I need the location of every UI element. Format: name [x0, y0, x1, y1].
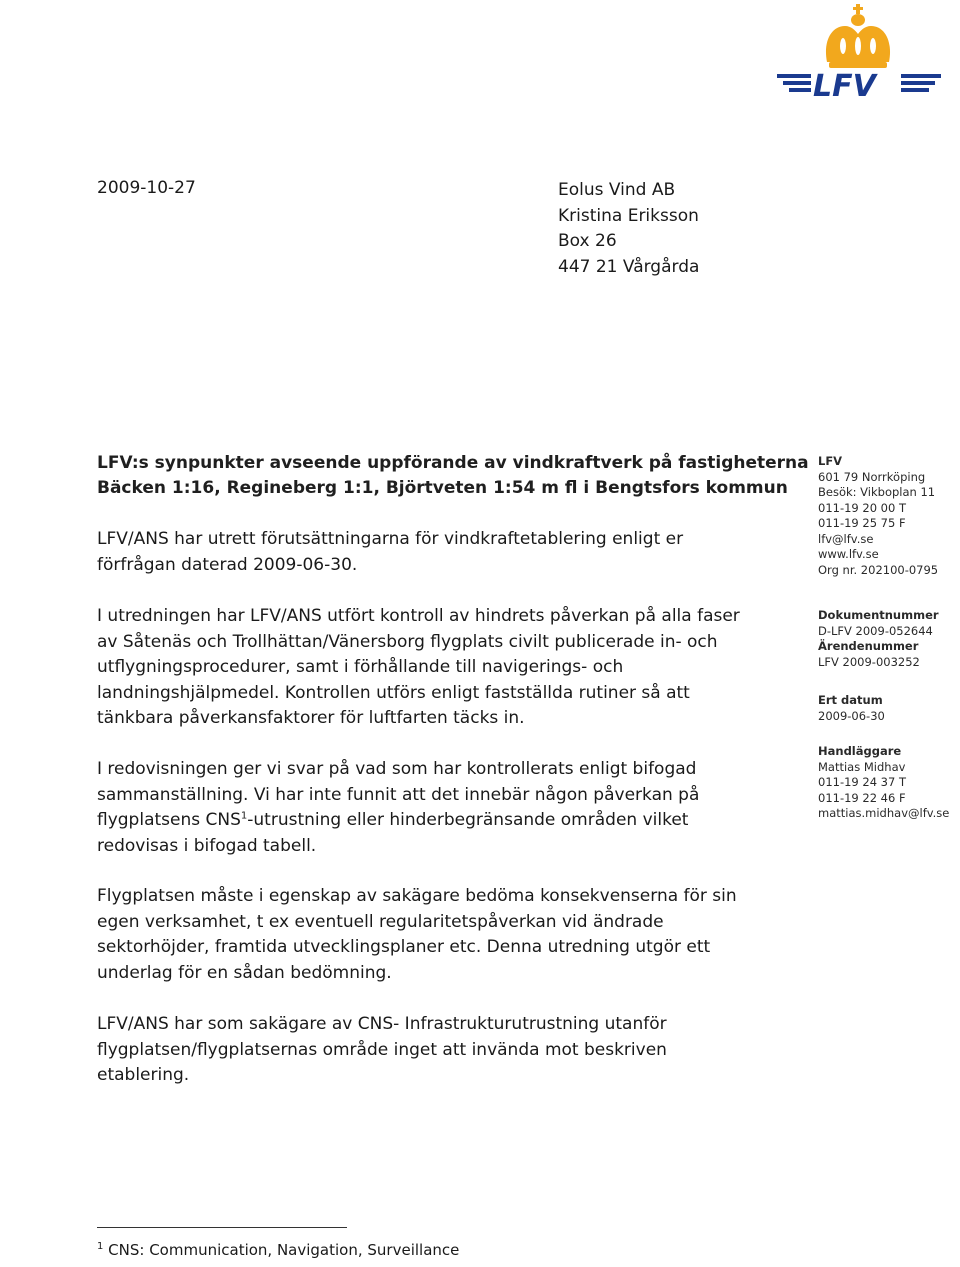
text-line: sektorhöjder, framtida utvecklingsplaner etc. Denna utredning utgör ett	[97, 937, 711, 958]
paragraph-1	[97, 527, 757, 578]
text-line: förfrågan daterad 2009-06-30.	[97, 554, 358, 575]
recipient-address	[558, 178, 699, 280]
text-line: I utredningen har LFV/ANS utfört kontroll av hindrets påverkan på alla faser	[97, 606, 740, 626]
letter-date: 2009-10-27	[97, 178, 196, 198]
subject-line: Bäcken 1:16, Regineberg 1:1, Björtveten 1:54 m fl i Bengtsfors kommun	[97, 478, 788, 498]
text-line: underlag för en sådan bedömning.	[97, 962, 392, 983]
org-email: lfv@lfv.se	[818, 531, 874, 546]
lfv-logo	[775, 4, 945, 104]
letter-subject	[97, 451, 809, 501]
handler-line: 011-19 24 37 T	[818, 775, 906, 789]
paragraph-3	[97, 757, 757, 859]
paragraph-5	[97, 1012, 757, 1089]
case-number-label: Ärendenummer	[818, 639, 919, 653]
text-line: Flygplatsen måste i egenskap av sakägare bedöma konsekvenserna för sin	[97, 886, 737, 906]
sidebar-date-block	[818, 693, 958, 724]
your-date-label: Ert datum	[818, 693, 883, 707]
org-line: Besök: Vikboplan 11	[818, 485, 936, 499]
paragraph-4	[97, 884, 757, 986]
subject-line: LFV:s synpunkter avseende uppförande av vindkraftverk på fastigheterna	[97, 453, 809, 473]
text-line: redovisas i bifogad tabell.	[97, 835, 317, 856]
sidebar-doc-block	[818, 608, 958, 670]
doc-number-label: Dokumentnummer	[818, 608, 939, 622]
text-line: LFV/ANS har som sakägare av CNS- Infrastrukturutrustning utanför	[97, 1014, 667, 1034]
handler-email: mattias.midhav@lfv.se	[818, 806, 950, 820]
sidebar-handler-block	[818, 744, 958, 822]
org-line: 601 79 Norrköping	[818, 469, 926, 484]
svg-text:LFV: LFV	[813, 69, 876, 104]
org-website: www.lfv.se	[818, 547, 879, 561]
footnote	[97, 1241, 459, 1259]
org-line: 011-19 25 75 F	[818, 516, 906, 530]
text-line: LFV/ANS har utrett förutsättningarna för vindkraftetablering enligt er	[97, 529, 684, 549]
doc-number-value: D-LFV 2009-052644	[818, 623, 933, 638]
org-name: LFV	[818, 454, 843, 468]
footnote-text: CNS: Communication, Navigation, Surveillance	[108, 1241, 460, 1259]
crown-logo-icon	[775, 4, 945, 104]
recipient-line: Box 26	[558, 231, 617, 252]
text-line: egen verksamhet, t ex eventuell regularitetspåverkan vid ändrade	[97, 911, 664, 932]
text-line: tänkbara påverkansfaktorer för luftfarten täcks in.	[97, 708, 525, 729]
text-line	[97, 808, 757, 834]
org-line: 011-19 20 00 T	[818, 500, 906, 515]
handler-label: Handläggare	[818, 744, 902, 758]
org-number: Org nr. 202100-0795	[818, 562, 939, 577]
recipient-line: Eolus Vind AB	[558, 180, 676, 200]
text-line: av Såtenäs och Trollhättan/Vänersborg flygplats civilt publicerade in- och	[97, 631, 718, 652]
handler-line: Mattias Midhav	[818, 759, 906, 774]
paragraph-2	[97, 604, 757, 732]
text-line: flygplatsen/flygplatsernas område inget att invända mot beskriven	[97, 1039, 667, 1060]
text-line: I redovisningen ger vi svar på vad som har kontrollerats enligt bifogad	[97, 759, 697, 779]
your-date-value: 2009-06-30	[818, 708, 885, 723]
handler-line: 011-19 22 46 F	[818, 790, 906, 805]
recipient-line: 447 21 Vårgårda	[558, 256, 700, 277]
recipient-line: Kristina Eriksson	[558, 205, 699, 226]
footnote-marker: 1	[97, 1241, 104, 1252]
case-number-value: LFV 2009-003252	[818, 654, 920, 669]
text-span: -utrustning eller hinderbegränsande områden vilket	[247, 810, 689, 831]
text-line: utflygningsprocedurer, samt i förhållande till navigerings- och	[97, 657, 624, 678]
text-line: landningshjälpmedel. Kontrollen utförs enligt fastställda rutiner så att	[97, 682, 690, 703]
footnote-divider	[97, 1227, 347, 1228]
sidebar-org-block	[818, 454, 958, 578]
footnote-ref: 1	[240, 810, 248, 822]
text-line: sammanställning. Vi har inte funnit att det innebär någon påverkan på	[97, 784, 700, 805]
text-span: flygplatsens CNS	[97, 810, 241, 831]
text-line: etablering.	[97, 1065, 190, 1086]
